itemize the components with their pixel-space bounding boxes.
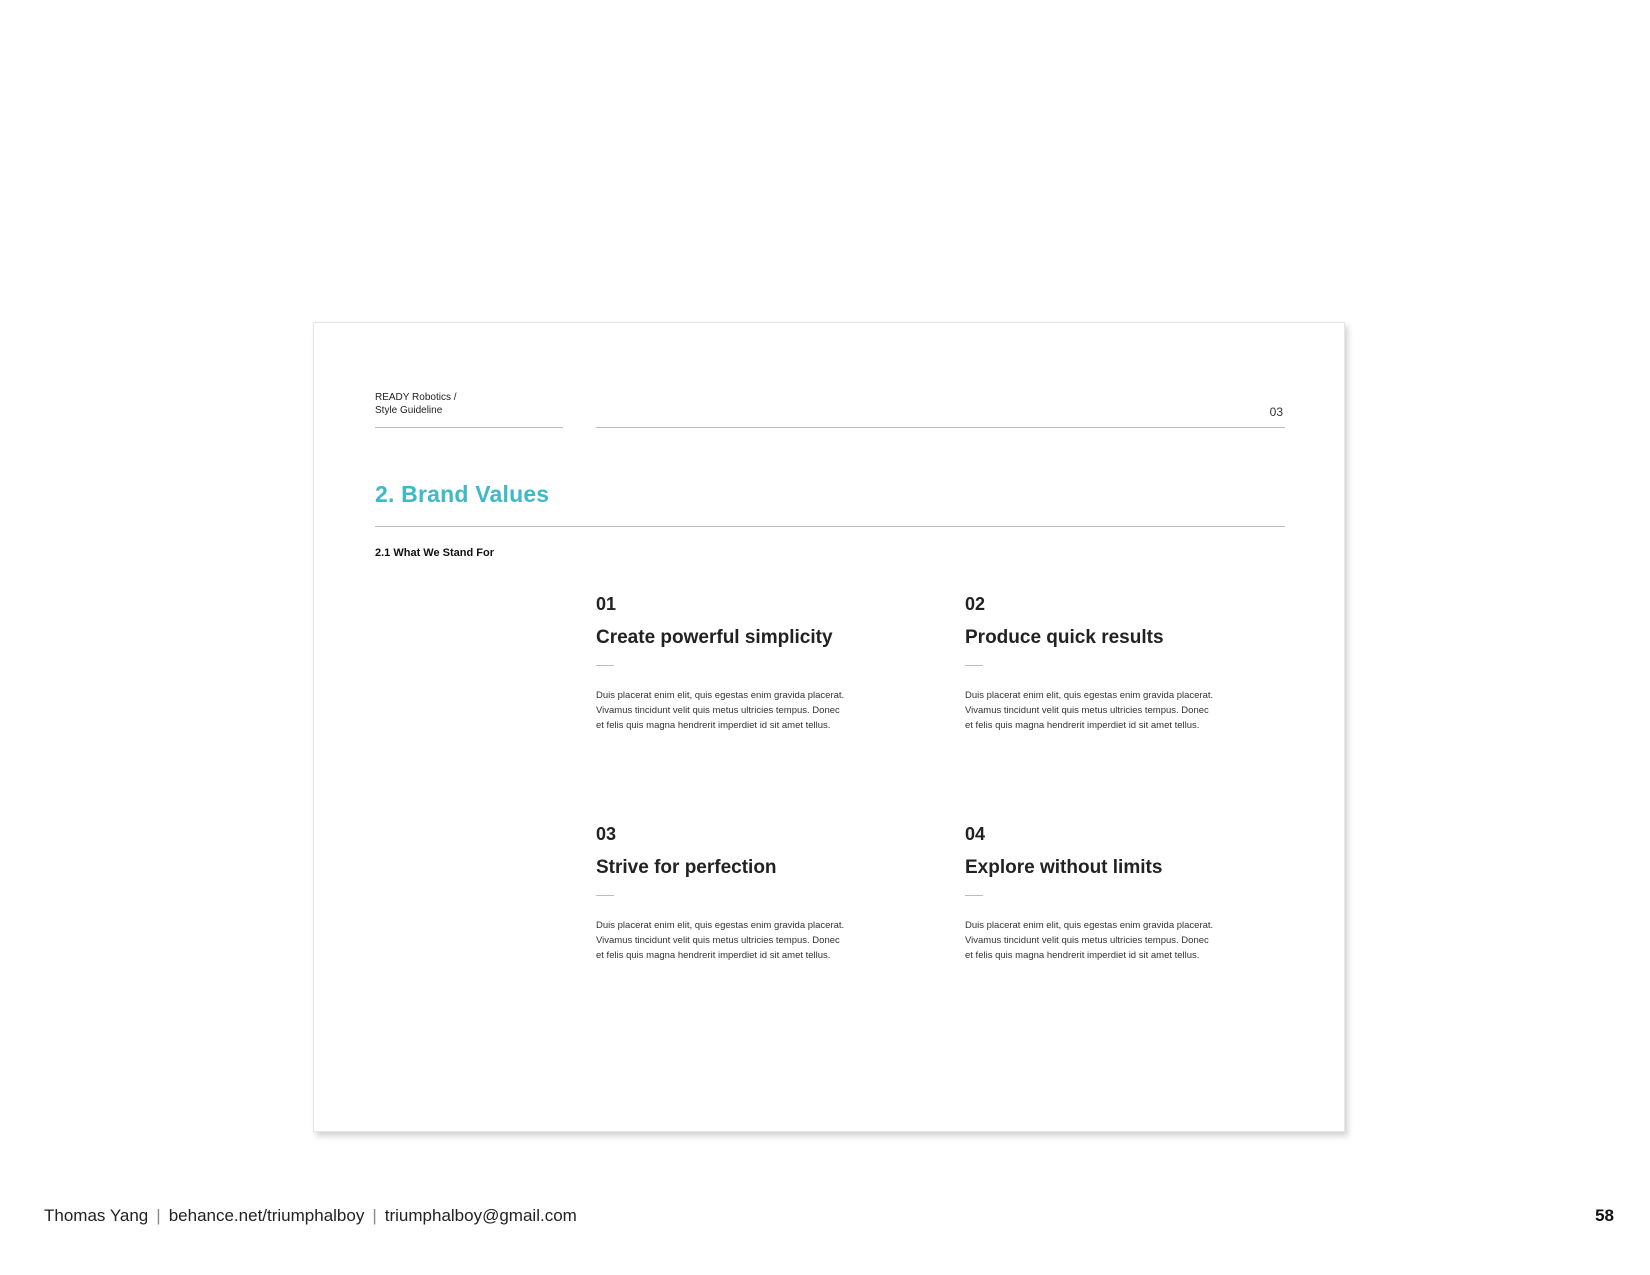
guideline-page — [313, 322, 1345, 1132]
value-number: 01 — [596, 594, 617, 614]
value-body — [596, 688, 886, 733]
value-heading: Produce quick results — [965, 627, 1164, 648]
value-body — [596, 918, 886, 963]
value-heading: Create powerful simplicity — [596, 627, 833, 648]
value-number: 02 — [965, 594, 986, 614]
value-body-line: Vivamus tincidunt velit quis metus ultricies tempus. Donec — [965, 705, 1209, 716]
value-block — [965, 593, 1265, 733]
value-body-line: et felis quis magna hendrerit imperdiet id sit amet tellus. — [596, 720, 831, 731]
author-name: Thomas Yang — [44, 1206, 149, 1225]
value-body-line: Duis placerat enim elit, quis egestas enim gravida placerat. — [965, 690, 1214, 701]
header-rule-right — [596, 427, 1285, 428]
value-divider — [596, 895, 614, 896]
value-heading: Strive for perfection — [596, 857, 777, 878]
value-body — [965, 918, 1255, 963]
email-link[interactable]: triumphalboy@gmail.com — [384, 1206, 577, 1225]
value-block — [965, 823, 1265, 963]
value-block — [596, 823, 896, 963]
value-body — [965, 688, 1255, 733]
value-number: 03 — [596, 824, 617, 844]
value-body-line: Vivamus tincidunt velit quis metus ultricies tempus. Donec — [596, 705, 840, 716]
value-divider — [965, 895, 983, 896]
document-title-line-2: Style Guideline — [375, 405, 443, 416]
footer-separator: | — [372, 1206, 377, 1225]
value-body-line: Duis placerat enim elit, quis egestas enim gravida placerat. — [965, 920, 1214, 931]
value-divider — [965, 665, 983, 666]
value-body-line: et felis quis magna hendrerit imperdiet id sit amet tellus. — [965, 950, 1200, 961]
value-heading: Explore without limits — [965, 857, 1163, 878]
page-number: 03 — [1269, 405, 1283, 419]
value-body-line: Vivamus tincidunt velit quis metus ultricies tempus. Donec — [596, 935, 840, 946]
value-body-line: Duis placerat enim elit, quis egestas enim gravida placerat. — [596, 690, 845, 701]
document-title-line-1: READY Robotics / — [375, 392, 457, 403]
document-title — [375, 391, 457, 417]
section-title: 2. Brand Values — [375, 481, 550, 507]
footer-separator: | — [156, 1206, 161, 1225]
value-divider — [596, 665, 614, 666]
portfolio-footer — [44, 1206, 577, 1226]
value-body-line: Duis placerat enim elit, quis egestas enim gravida placerat. — [596, 920, 845, 931]
value-block — [596, 593, 896, 733]
portfolio-page-number: 58 — [1595, 1206, 1614, 1225]
value-body-line: et felis quis magna hendrerit imperdiet id sit amet tellus. — [965, 720, 1200, 731]
value-body-line: Vivamus tincidunt velit quis metus ultricies tempus. Donec — [965, 935, 1209, 946]
header-rule-left — [375, 427, 563, 428]
section-rule — [375, 526, 1285, 527]
value-body-line: et felis quis magna hendrerit imperdiet id sit amet tellus. — [596, 950, 831, 961]
value-number: 04 — [965, 824, 986, 844]
website-link[interactable]: behance.net/triumphalboy — [168, 1206, 365, 1225]
subsection-title: 2.1 What We Stand For — [375, 547, 494, 559]
